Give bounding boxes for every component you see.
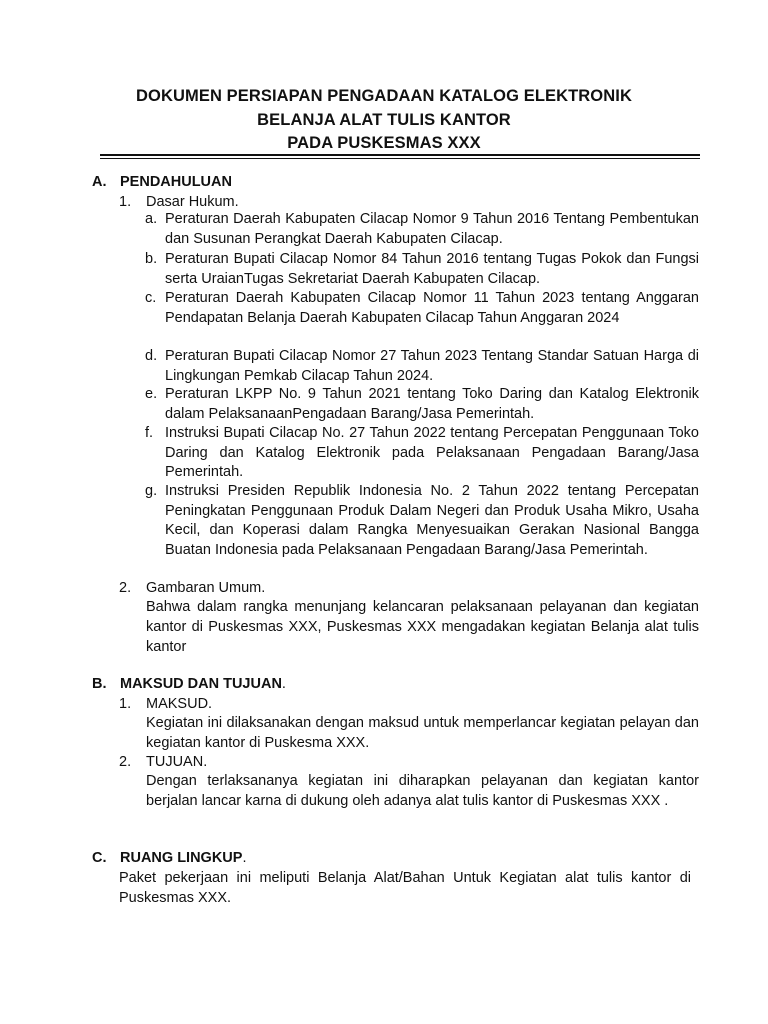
section-b-item-1: [119, 694, 212, 714]
legal-basis-item-g: [145, 482, 699, 560]
section-c-title: RUANG LINGKUP: [120, 850, 243, 866]
section-a-letter: A.: [92, 174, 107, 190]
section-a-item-2-number: 2.: [119, 580, 132, 596]
legal-basis-item-c: [145, 289, 699, 328]
legal-basis-item-f-letter: f.: [145, 425, 154, 441]
purpose-text: Kegiatan ini dilaksanakan dengan maksud untuk memperlancar kegiatan pelayan dan kegiatan kantor di Puskesma XXX.: [146, 715, 699, 751]
scope-text: Paket pekerjaan ini meliputi Belanja Alat/Bahan Untuk Kegiatan alat tulis kantor di Puskesmas XXX.: [119, 870, 691, 906]
section-c-heading: [92, 848, 246, 868]
section-a-item-1-label: Dasar Hukum.: [146, 194, 239, 210]
section-c-punct: .: [242, 850, 247, 866]
document-title-line-1: DOKUMEN PERSIAPAN PENGADAAN KATALOG ELEKTRONIK: [136, 87, 632, 105]
section-a-item-1: [119, 192, 239, 212]
legal-basis-item-a-text: Peraturan Daerah Kabupaten Cilacap Nomor 9 Tahun 2016 Tentang Pembentukan dan Susunan Perangkat Daerah Kabupaten Cilacap.: [165, 211, 699, 247]
section-b-item-1-number: 1.: [119, 696, 132, 712]
section-a-title: PENDAHULUAN: [120, 174, 232, 190]
legal-basis-item-f: [145, 424, 699, 483]
section-b-title: MAKSUD DAN TUJUAN: [120, 676, 282, 692]
document-title-line-3: PADA PUSKESMAS XXX: [287, 134, 481, 152]
section-b-item-2-label: TUJUAN.: [146, 754, 208, 770]
general-overview-text: Bahwa dalam rangka menunjang kelancaran pelaksanaan pelayanan dan kegiatan kantor di Puskesmas XXX, Puskesmas XXX mengadakan kegiatan Belanja alat tulis kantor: [146, 599, 699, 655]
section-a-item-2: [119, 578, 265, 598]
legal-basis-item-d-text: Peraturan Bupati Cilacap Nomor 27 Tahun 2023 Tentang Standar Satuan Harga di Lingkungan Pemkab Cilacap Tahun 2024.: [165, 348, 699, 384]
legal-basis-item-g-letter: g.: [145, 483, 158, 499]
legal-basis-item-a: [145, 210, 699, 249]
legal-basis-item-b-letter: b.: [145, 251, 158, 267]
legal-basis-item-a-letter: a.: [145, 211, 158, 227]
legal-basis-item-g-text: Instruksi Presiden Republik Indonesia No. 2 Tahun 2022 tentang Percepatan Peningkatan Penggunaan Produk Dalam Negeri dan Produk Usaha Mikro, Usaha Kecil, dan Koperasi dalam Rangka Menyesuaikan Gerakan Nasional Bangga Buatan Indonesia pada Pelaksanaan Pengadaan Barang/Jasa Pemerintah.: [165, 483, 699, 558]
section-b-item-2: [119, 752, 207, 772]
objective-text: Dengan terlaksananya kegiatan ini diharapkan pelayanan dan kegiatan kantor berjalan lancar karna di dukung oleh adanya alat tulis kantor di Puskesmas XXX .: [146, 773, 699, 809]
legal-basis-item-f-text: Instruksi Bupati Cilacap No. 27 Tahun 2022 tentang Percepatan Penggunaan Toko Daring dan Katalog Elektronik pada Pelaksanaan Pengadaan Barang/Jasa Pemerintah.: [165, 425, 699, 481]
legal-basis-item-e: [145, 385, 699, 424]
section-b-letter: B.: [92, 676, 107, 692]
legal-basis-item-b-text: Peraturan Bupati Cilacap Nomor 84 Tahun 2016 tentang Tugas Pokok dan Fungsi serta UraianTugas Sekretariat Daerah Kabupaten Cilacap.: [165, 251, 699, 287]
legal-basis-item-d-letter: d.: [145, 348, 158, 364]
section-b-punct: .: [281, 676, 286, 692]
section-c-letter: C.: [92, 850, 107, 866]
legal-basis-item-e-text: Peraturan LKPP No. 9 Tahun 2021 tentang Toko Daring dan Katalog Elektronik dalam PelaksanaanPengadaan Barang/Jasa Pemerintah.: [165, 386, 699, 422]
legal-basis-item-c-text: Peraturan Daerah Kabupaten Cilacap Nomor 11 Tahun 2023 tentang Anggaran Pendapatan Belanja Daerah Kabupaten Cilacap Tahun Anggaran 2024: [165, 290, 699, 326]
section-a-item-2-label: Gambaran Umum.: [146, 580, 266, 596]
legal-basis-item-e-letter: e.: [145, 386, 158, 402]
section-b-item-2-number: 2.: [119, 754, 132, 770]
legal-basis-item-d: [145, 347, 699, 386]
section-a-heading: [92, 172, 232, 192]
legal-basis-item-b: [145, 250, 699, 289]
section-b-item-1-label: MAKSUD.: [146, 696, 213, 712]
legal-basis-item-c-letter: c.: [145, 290, 157, 306]
section-b-heading: [92, 674, 286, 694]
title-divider-thin: [100, 158, 700, 159]
title-divider-thick: [100, 154, 700, 156]
document-title-line-2: BELANJA ALAT TULIS KANTOR: [257, 111, 511, 129]
section-a-item-1-number: 1.: [119, 194, 132, 210]
